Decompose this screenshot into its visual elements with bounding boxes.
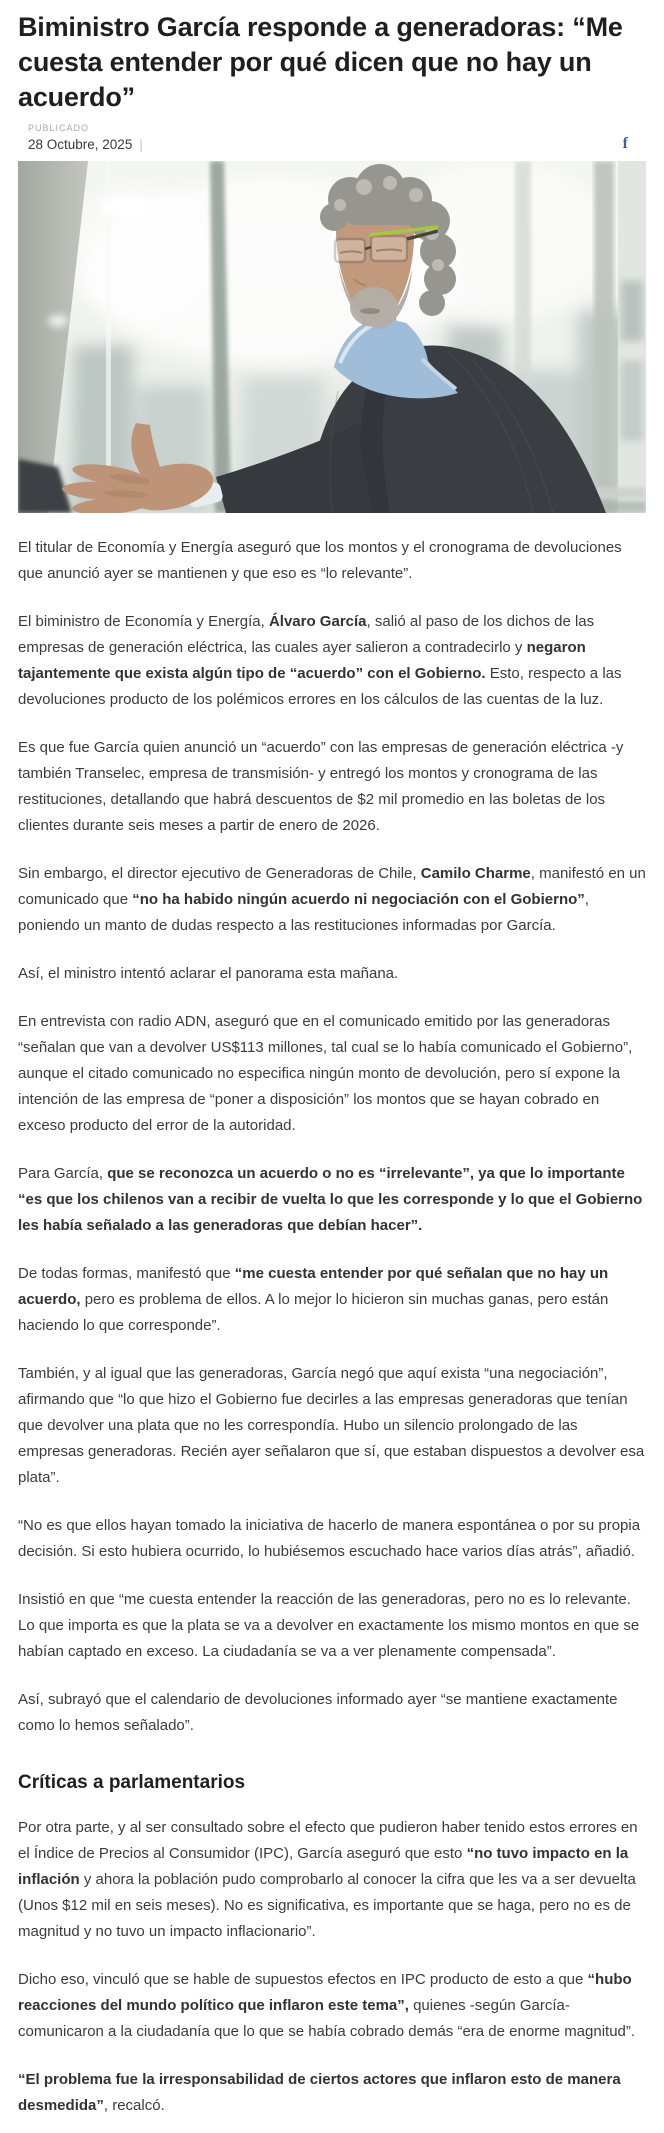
- publish-date-row: [28, 137, 143, 152]
- article-paragraph: Por otra parte, y al ser consultado sobre el efecto que pudieron haber tenido estos errores en el Índice de Precios al Consumidor (IPC), García aseguró que esto “no tuvo impacto en la inflación y ahora la población pudo comprobarlo al conocer la cifra que les va a ser devuelta (Unos $12 mil en seis meses). No es significativa, es importante que se haga, pero no es de magnitud y no tuvo un impacto inflacionario”.: [18, 1819, 638, 1940]
- article-paragraph: Es que fue García quien anunció un “acuerdo” con las empresas de generación eléctrica -y también Transelec, empresa de transmisión- y entregó los montos y cronograma de las restituciones, detallando que habrá descuentos de $2 mil promedio en las boletas de los clientes durante seis meses a partir de enero de 2026.: [18, 739, 624, 834]
- article-paragraph: Así, el ministro intentó aclarar el panorama esta mañana.: [18, 965, 399, 982]
- hero-photo-illustration: [18, 161, 646, 513]
- article-title: Biministro García responde a generadoras: “Me cuesta entender por qué dicen que no hay un acuerdo”: [18, 12, 623, 112]
- published-label: PUBLICADO: [28, 123, 90, 133]
- article-paragraph: Para García, que se reconozca un acuerdo o no es “irrelevante”, ya que lo importante “es que los chilenos van a recibir de vuelta lo que les corresponde y lo que el Gobierno les había señalado a las generadoras que debían hacer”.: [18, 1165, 643, 1234]
- article-meta: [18, 121, 646, 153]
- article-paragraph: El biministro de Economía y Energía, Álvaro García, salió al paso de los dichos de las empresas de generación eléctrica, las cuales ayer salieron a contradecirlo y negaron tajantemente que exista algún tipo de “acuerdo” con el Gobierno. Esto, respecto a las devoluciones producto de los polémicos errores en los cálculos de las cuentas de la luz.: [18, 613, 622, 708]
- facebook-share-icon[interactable]: f: [622, 135, 628, 152]
- date-separator: |: [139, 137, 143, 152]
- article-paragraph: En entrevista con radio ADN, aseguró que en el comunicado emitido por las generadoras “señalan que van a devolver US$113 millones, tal cual se lo había comunicado el Gobierno”, aunque el citado comunicado no especifica ningún monto de devolución, pero sí expone la intención de las empresa de “poner a disposición” los montos que se hayan cobrado en exceso producto del error de la autoridad.: [18, 1013, 633, 1134]
- article-date: 28 Octubre, 2025: [28, 137, 133, 152]
- news-article: [18, 10, 646, 2119]
- share-buttons: [623, 135, 628, 153]
- article-paragraph: Así, subrayó que el calendario de devoluciones informado ayer “se mantiene exactamente como lo hemos señalado”.: [18, 1691, 618, 1734]
- publish-info: [28, 121, 143, 152]
- article-paragraph: También, y al igual que las generadoras, García negó que aquí exista “una negociación”, afirmando que “lo que hizo el Gobierno fue decirles a las empresas generadoras que tenían que devolver una plata que no les correspondía. Hubo un silencio prolongado de las empresas generadoras. Recién ayer señalaron que sí, que estaban dispuestos a devolver esa plata”.: [18, 1365, 645, 1486]
- article-paragraph: Sin embargo, el director ejecutivo de Generadoras de Chile, Camilo Charme, manifestó en un comunicado que “no ha habido ningún acuerdo ni negociación con el Gobierno”, poniendo un manto de dudas respecto a las restituciones informadas por García.: [18, 865, 646, 934]
- article-paragraph: Insistió en que “me cuesta entender la reacción de las generadoras, pero no es lo relevante. Lo que importa es que la plata se va a devolver en exactamente los mismo montos en que se habían captado en exceso. La ciudadanía se va a ver plenamente compensada”.: [18, 1591, 640, 1660]
- article-paragraph: De todas formas, manifestó que “me cuesta entender por qué señalan que no hay un acuerdo, pero es problema de ellos. A lo mejor lo hicieron sin muchas ganas, pero están haciendo lo que corresponde”.: [18, 1265, 609, 1334]
- article-body: [18, 535, 646, 2119]
- article-paragraph: Dicho eso, vinculó que se hable de supuestos efectos en IPC producto de esto a que “hubo reacciones del mundo político que inflaron este tema”, quienes -según García- comunicaron a la ciudadanía que lo que se había cobrado demás “era de enorme magnitud”.: [18, 1971, 636, 2040]
- article-paragraph: El titular de Economía y Energía aseguró que los montos y el cronograma de devoluciones que anunció ayer se mantienen y que eso es “lo relevante”.: [18, 539, 622, 582]
- hero-image: [18, 161, 646, 513]
- section-heading: Críticas a parlamentarios: [18, 1772, 246, 1793]
- article-paragraph: “No es que ellos hayan tomado la iniciativa de hacerlo de manera espontánea o por su propia decisión. Si esto hubiera ocurrido, lo hubiésemos escuchado hace varios días atrás”, añadió.: [18, 1517, 641, 1560]
- article-paragraph: “El problema fue la irresponsabilidad de ciertos actores que inflaron esto de manera desmedida”, recalcó.: [18, 2071, 621, 2114]
